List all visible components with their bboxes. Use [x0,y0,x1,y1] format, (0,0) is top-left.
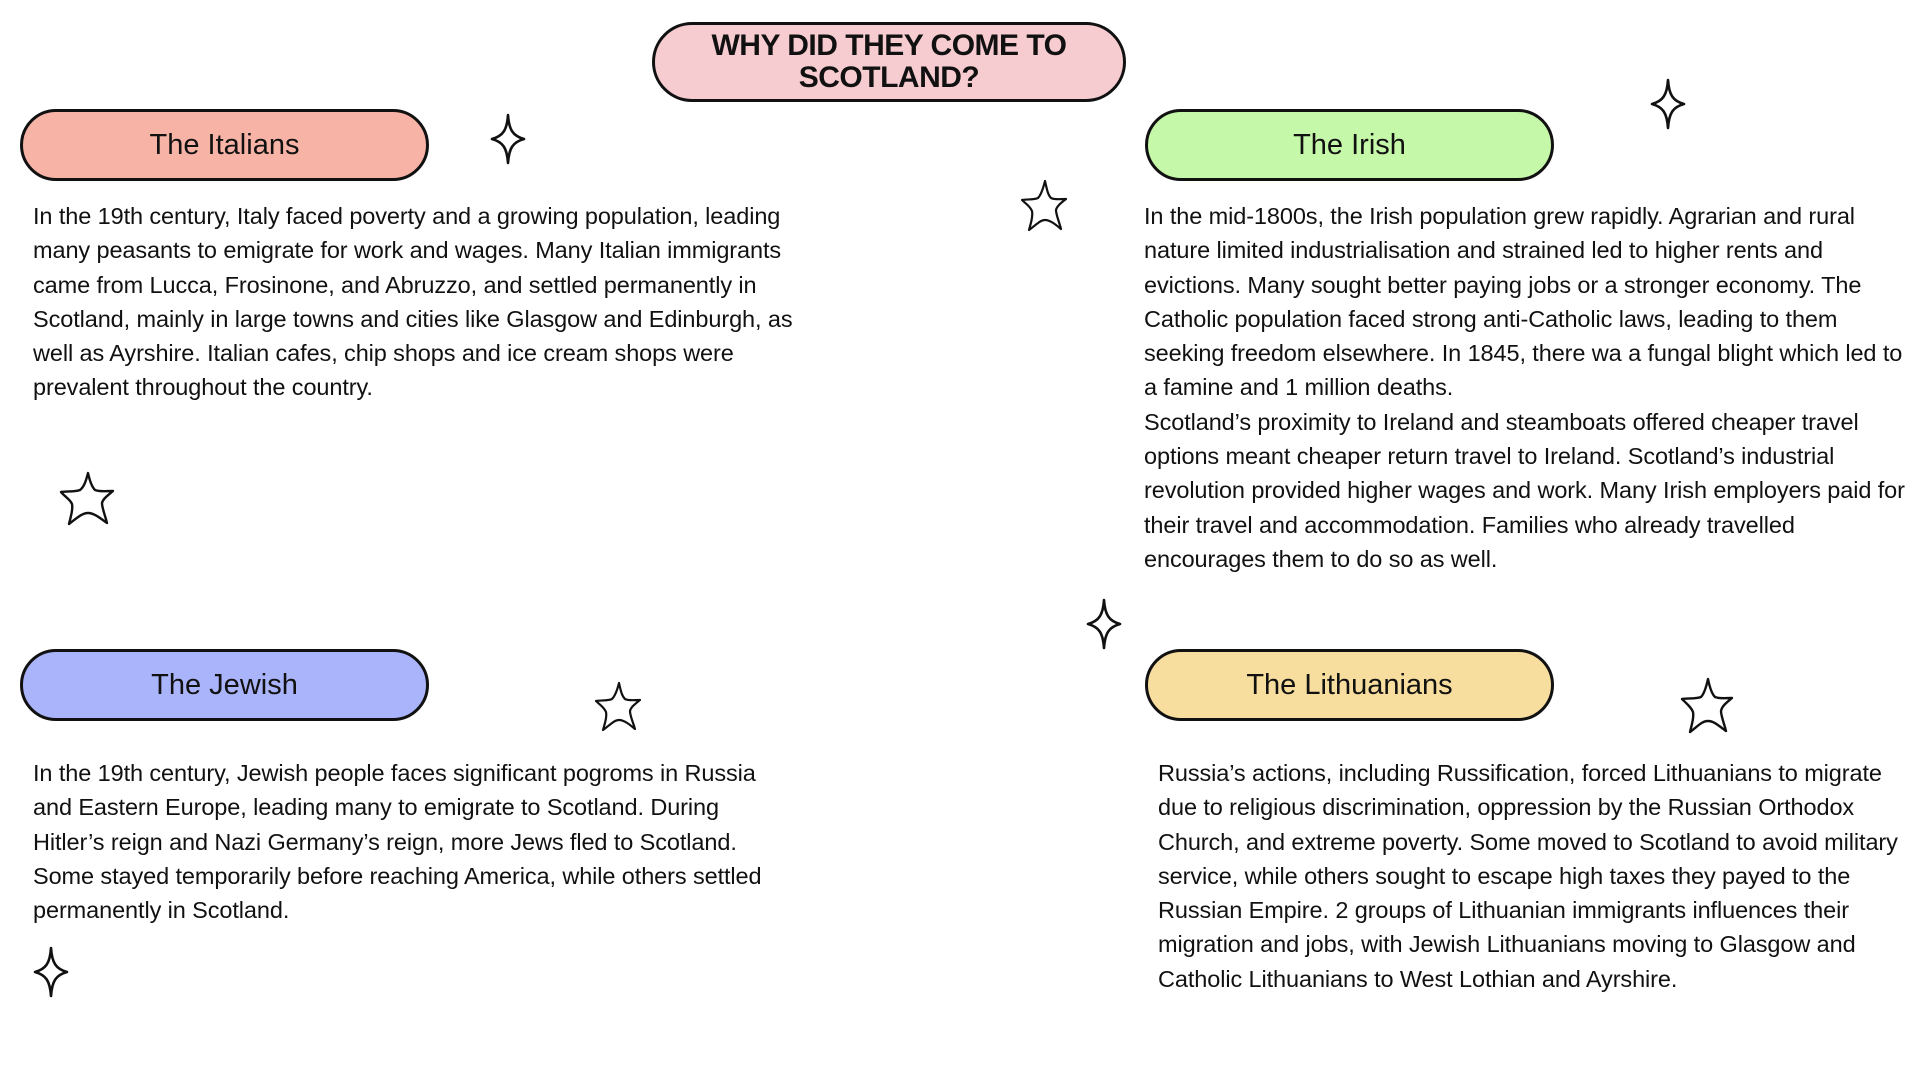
sparkle-icon [1650,78,1686,130]
lithuanians-heading [1145,649,1554,721]
irish-paragraph-2: Scotland’s proximity to Ireland and steamboats offered cheaper travel options meant cheaper return travel to Ireland. Scotland’s industrial revolution provided higher wages and work. Many Irish employers paid for their travel and accommodation. Families who already travelled encourages them to do so as well. [1144,408,1905,572]
jewish-paragraph: In the 19th century, Jewish people faces significant pogroms in Russia and Eastern Europe, leading many to emigrate to Scotland. During Hitler’s reign and Nazi Germany’s reign, more Jews fled to Scotland. Some stayed temporarily before reaching America, while others settled permanently in Scotland. [33,760,762,924]
page-title-line-2: SCOTLAND? [798,61,980,94]
page-title [652,22,1126,102]
irish-body [1144,199,1910,576]
italians-heading-label: The Italians [149,128,300,161]
sparkle-icon [490,113,526,165]
sparkle-icon [33,946,69,998]
lithuanians-paragraph: Russia’s actions, including Russification, forced Lithuanians to migrate due to religious discrimination, oppression by the Russian Orthodox Church, and extreme poverty. Some moved to Scotland to avoid military service, while others sought to escape high taxes they payed to the Russian Empire. 2 groups of Lithuanian immigrants influences their migration and jobs, with Jewish Lithuanians moving to Glasgow and Catholic Lithuanians to West Lothian and Ayrshire. [1158,760,1898,992]
irish-heading-label: The Irish [1293,128,1406,161]
jewish-heading-label: The Jewish [151,668,298,701]
italians-body [33,199,813,405]
star-icon [58,470,116,526]
lithuanians-heading-label: The Lithuanians [1246,668,1453,701]
star-icon [594,680,642,732]
sparkle-icon [1086,598,1122,650]
italians-heading [20,109,429,181]
jewish-heading [20,649,429,721]
irish-paragraph-1: In the mid-1800s, the Irish population grew rapidly. Agrarian and rural nature limited industrialisation and strained led to higher rents and evictions. Many sought better paying jobs or a stronger economy. The Catholic population faced strong anti-Catholic laws, leading to them seeking freedom elsewhere. In 1845, there wa a fungal blight which led to a famine and 1 million deaths. [1144,203,1903,401]
irish-heading [1145,109,1554,181]
lithuanians-body [1158,756,1913,996]
jewish-body [33,756,795,927]
star-icon [1020,178,1068,232]
page-title-line-1: WHY DID THEY COME TO [711,29,1067,62]
italians-paragraph: In the 19th century, Italy faced poverty and a growing population, leading many peasants to emigrate for work and wages. Many Italian immigrants came from Lucca, Frosinone, and Abruzzo, and settled permanently in Scotland, mainly in large towns and cities like Glasgow and Edinburgh, as well as Ayrshire. Italian cafes, chip shops and ice cream shops were prevalent throughout the country. [33,203,793,401]
star-icon [1680,676,1734,734]
